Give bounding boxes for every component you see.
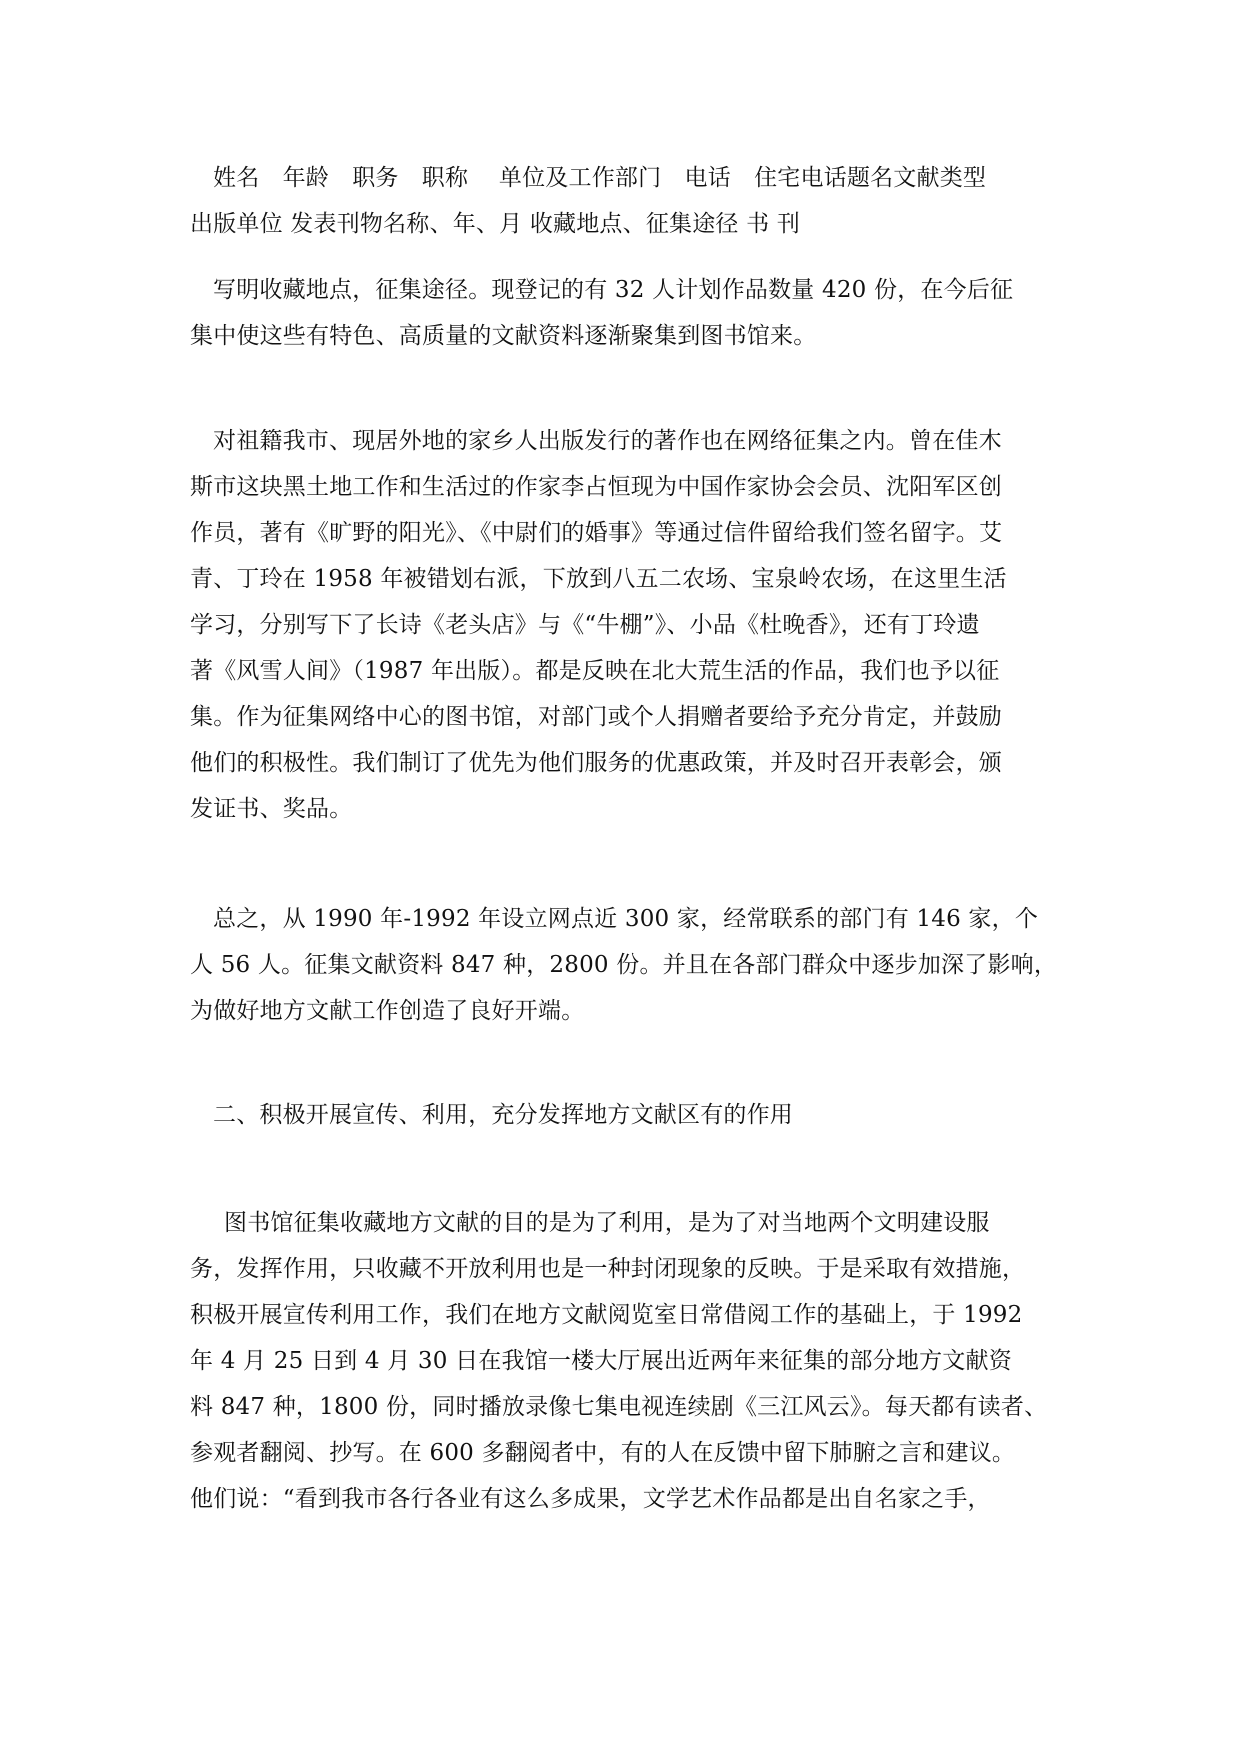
paragraph-1-line-1: 写明收藏地点，征集途径。现登记的有 32 人计划作品数量 420 份，在今后征 (213, 277, 1014, 303)
header-fields-line-2: 出版单位 发表刊物名称、年、月 收藏地点、征集途径 书 刊 (190, 211, 801, 237)
paragraph-2-line-5: 学习，分别写下了长诗《老头店》与《“牛棚”》、小品《杜晚香》，还有丁玲遗 (190, 612, 980, 638)
paragraph-4-line-4: 年 4 月 25 日到 4 月 30 日在我馆一楼大厅展出近两年来征集的部分地方文献资 (190, 1348, 1012, 1374)
paragraph-3-line-2: 人 56 人。征集文献资料 847 种，2800 份。并且在各部门群众中逐步加深了影响， (190, 952, 1058, 978)
paragraph-2-line-4: 青、丁玲在 1958 年被错划右派，下放到八五二农场、宝泉岭农场，在这里生活 (190, 566, 1007, 592)
section-heading: 二、积极开展宣传、利用，充分发挥地方文献区有的作用 (213, 1102, 793, 1128)
paragraph-3-line-3: 为做好地方文献工作创造了良好开端。 (190, 998, 585, 1024)
paragraph-4-line-7: 他们说：“看到我市各行各业有这么多成果，文学艺术作品都是出自名家之手， (190, 1486, 991, 1512)
paragraph-4-line-6: 参观者翻阅、抄写。在 600 多翻阅者中，有的人在反馈中留下肺腑之言和建议。 (190, 1440, 1016, 1466)
paragraph-2-line-9: 发证书、奖品。 (190, 796, 353, 822)
paragraph-3-line-1: 总之，从 1990 年-1992 年设立网点近 300 家，经常联系的部门有 146 家，个 (213, 906, 1039, 932)
paragraph-2-line-6: 著《风雪人间》（1987 年出版）。都是反映在北大荒生活的作品，我们也予以征 (190, 658, 1000, 684)
paragraph-2-line-2: 斯市这块黑土地工作和生活过的作家李占恒现为中国作家协会会员、沈阳军区创 (190, 474, 1002, 500)
paragraph-2-line-8: 他们的积极性。我们制订了优先为他们服务的优惠政策，并及时召开表彰会，颁 (190, 750, 1002, 776)
paragraph-1-line-2: 集中使这些有特色、高质量的文献资料逐渐聚集到图书馆来。 (190, 323, 817, 349)
paragraph-2-line-1: 对祖籍我市、现居外地的家乡人出版发行的著作也在网络征集之内。曾在佳木 (213, 428, 1002, 454)
paragraph-2-line-3: 作员，著有《旷野的阳光》、《中尉们的婚事》等通过信件留给我们签名留字。艾 (190, 520, 1003, 546)
header-fields-line-1: 姓名 年龄 职务 职称 单位及工作部门 电话 住宅电话题名文献类型 (213, 165, 987, 191)
paragraph-2-line-7: 集。作为征集网络中心的图书馆，对部门或个人捐赠者要给予充分肯定，并鼓励 (190, 704, 1002, 730)
paragraph-4-line-1: 图书馆征集收藏地方文献的目的是为了利用，是为了对当地两个文明建设服 (224, 1210, 990, 1236)
paragraph-4-line-3: 积极开展宣传利用工作，我们在地方文献阅览室日常借阅工作的基础上，于 1992 (190, 1302, 1023, 1328)
paragraph-4-line-2: 务，发挥作用，只收藏不开放利用也是一种封闭现象的反映。于是采取有效措施， (190, 1256, 1026, 1282)
paragraph-4-line-5: 料 847 种，1800 份，同时播放录像七集电视连续剧《三江风云》。每天都有读者、 (190, 1394, 1048, 1420)
